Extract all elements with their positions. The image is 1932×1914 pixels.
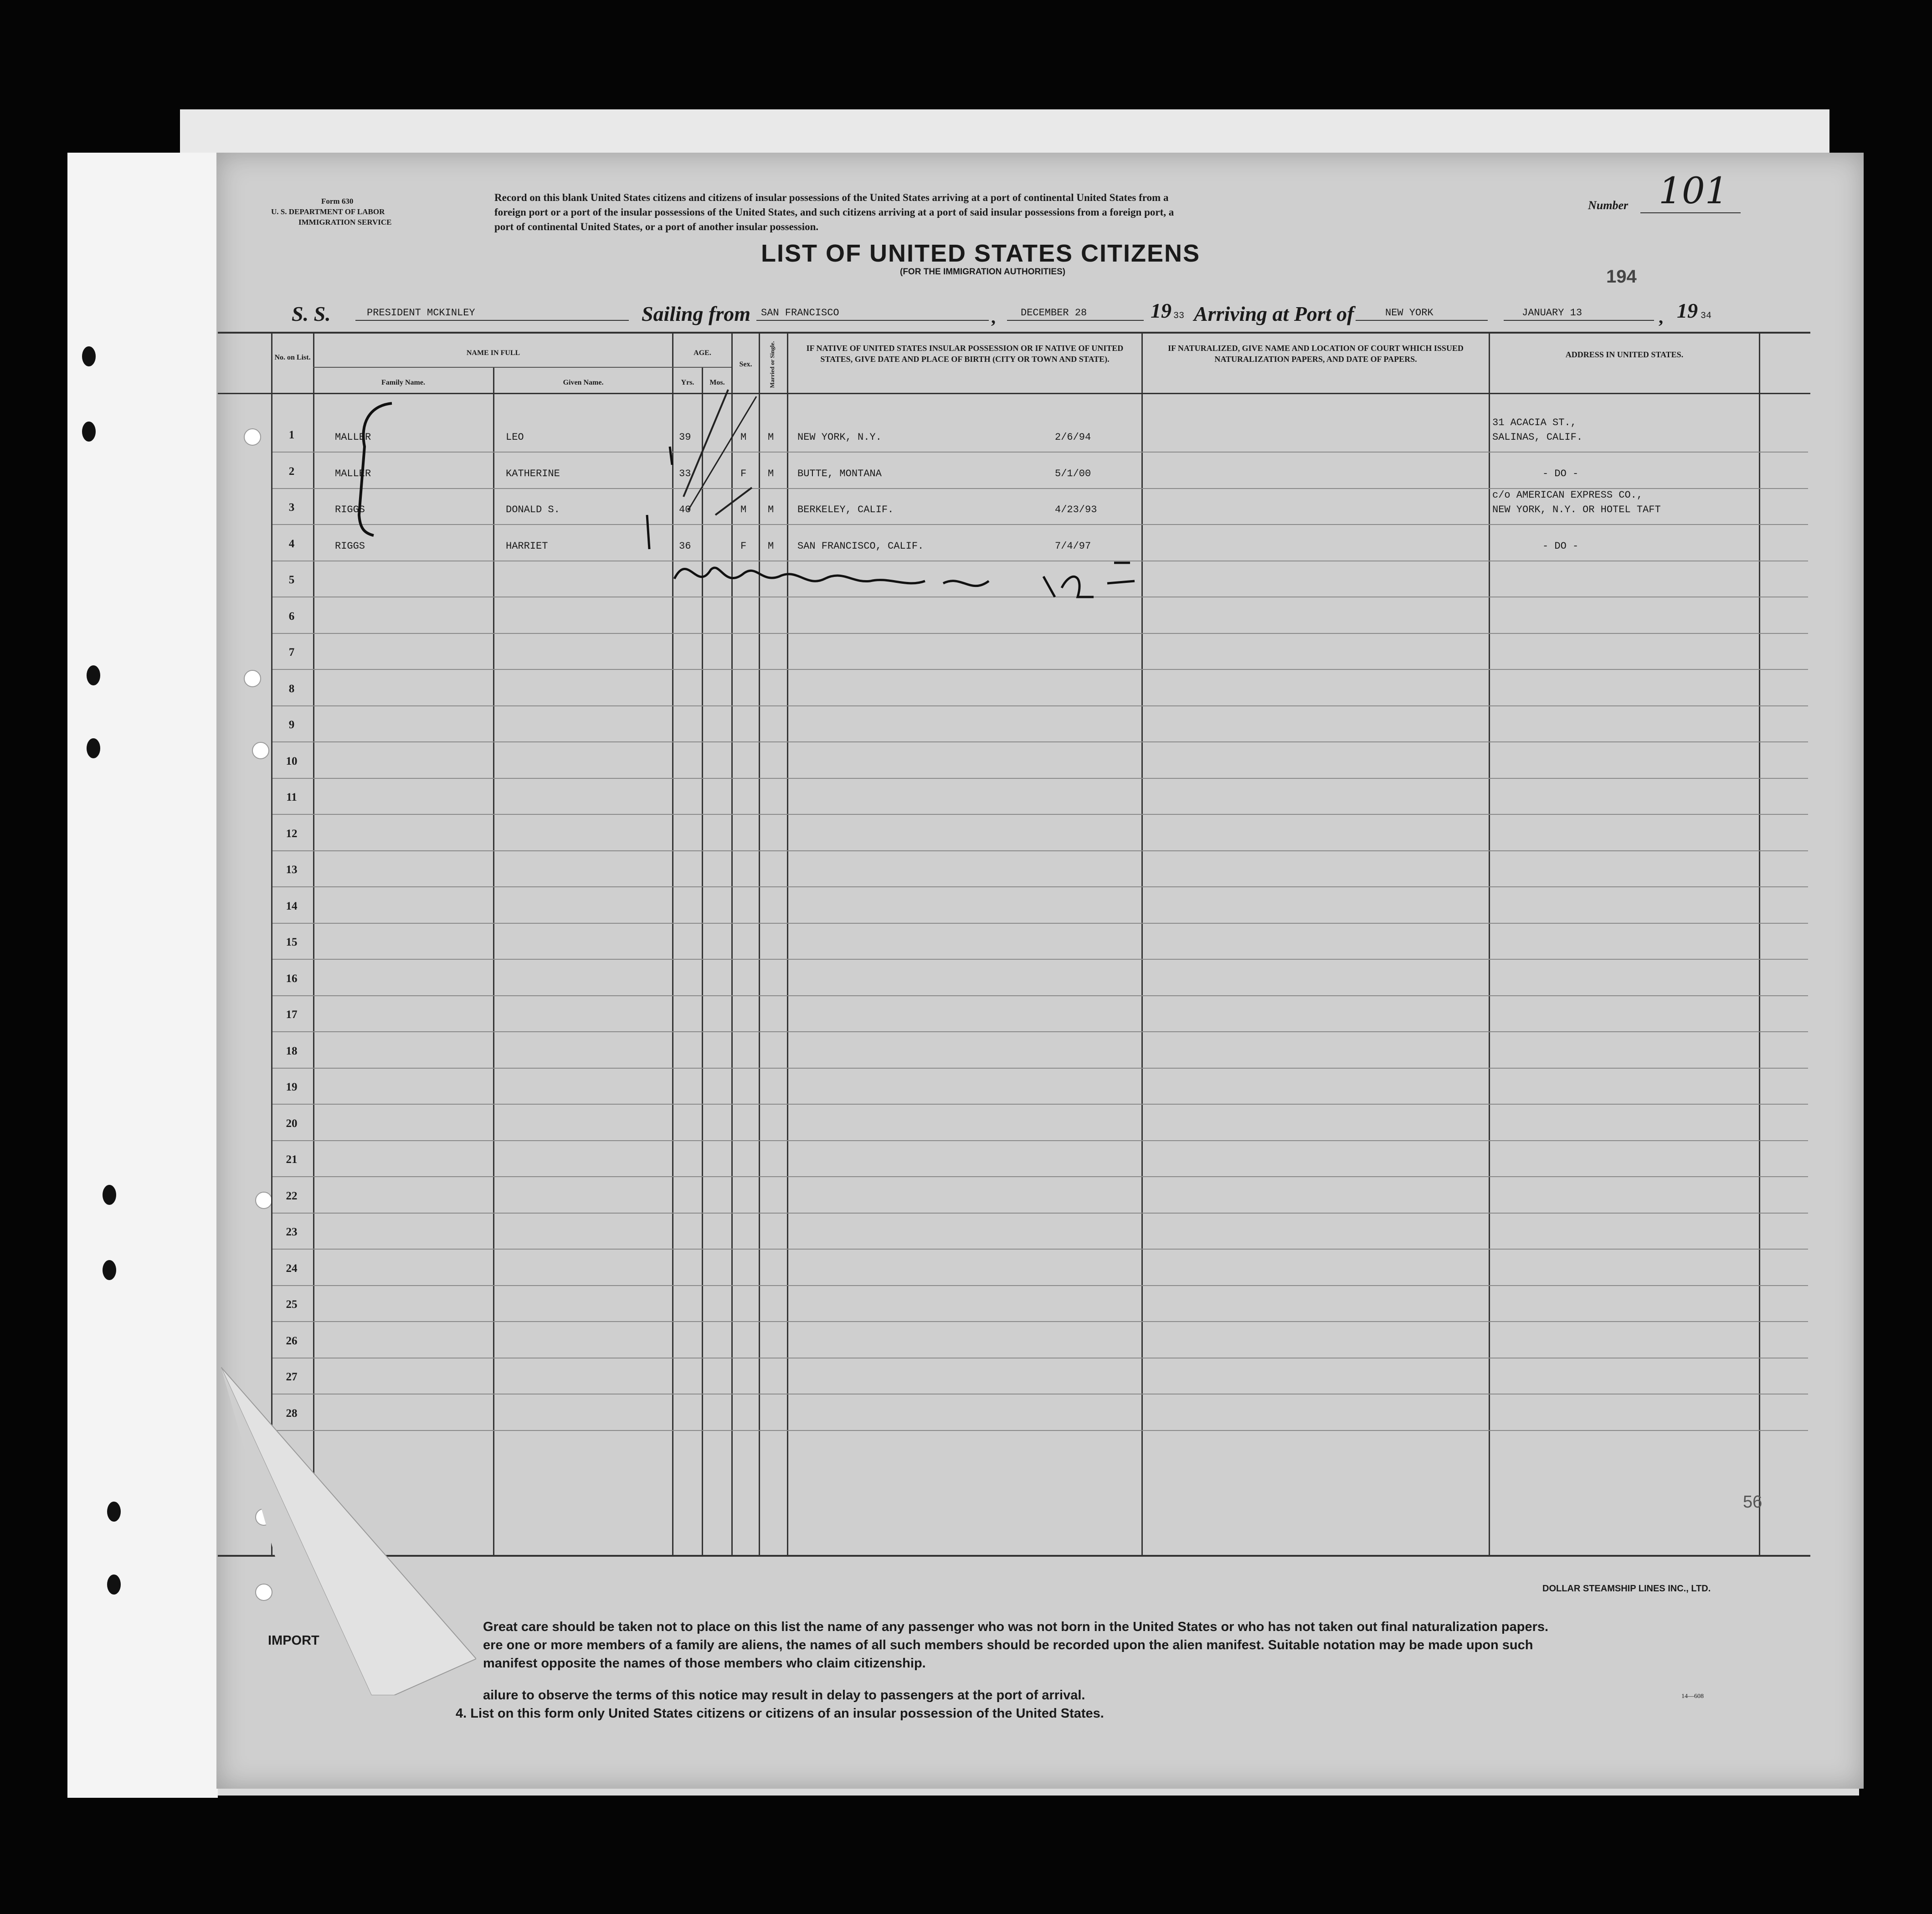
binding-hole bbox=[87, 665, 100, 685]
sailing-label: Sailing from bbox=[642, 302, 751, 325]
tally-stroke bbox=[715, 488, 752, 515]
form-title: LIST OF UNITED STATES CITIZENS bbox=[761, 240, 1200, 267]
row-rule bbox=[272, 1104, 1808, 1105]
arrival-date: JANUARY 13 bbox=[1522, 307, 1583, 319]
row-number: 9 bbox=[288, 719, 295, 731]
row-rule bbox=[272, 923, 1808, 924]
row-number: 17 bbox=[286, 1008, 298, 1021]
note-5: 4. List on this form only United States citizens or citizens of an insular possession of the United States. bbox=[456, 1706, 1104, 1721]
row-rule bbox=[272, 959, 1808, 960]
cell-family: MALLER bbox=[335, 468, 371, 479]
note-1: Great care should be taken not to place on this list the name of any passenger who was not born in the United States or who has not taken out final naturalization papers. bbox=[483, 1620, 1549, 1634]
cell-address: NEW YORK, N.Y. OR HOTEL TAFT bbox=[1492, 504, 1661, 515]
row-number: 10 bbox=[286, 755, 298, 767]
stamp-number: 194 bbox=[1606, 267, 1637, 287]
row-rule bbox=[272, 669, 1808, 670]
row-number: 8 bbox=[288, 682, 295, 695]
line-company: DOLLAR STEAMSHIP LINES INC., LTD. bbox=[1542, 1584, 1711, 1594]
header-birth: IF NATIVE OF UNITED STATES INSULAR POSSESSION OR IF NATIVE OF UNITED STATES, GIVE DATE AND PLACE OF BIRTH (CITY OR TOWN AND STATE). bbox=[806, 344, 1124, 364]
cell-family: MALLER bbox=[335, 432, 371, 443]
row-number: 23 bbox=[286, 1226, 298, 1238]
punch-hole bbox=[244, 670, 261, 687]
number-label: Number bbox=[1588, 199, 1629, 212]
row-rule bbox=[272, 741, 1808, 742]
row-rule bbox=[272, 778, 1808, 779]
cell-sex: F bbox=[740, 540, 747, 552]
cell-sex: M bbox=[740, 432, 747, 443]
row-number: 22 bbox=[286, 1189, 298, 1202]
row-number: 26 bbox=[286, 1334, 298, 1347]
header-address: ADDRESS IN UNITED STATES. bbox=[1565, 350, 1684, 359]
instruction-line-3: port of continental United States, or a port of another insular possession. bbox=[494, 221, 819, 232]
ship-name: PRESIDENT MCKINLEY bbox=[367, 307, 475, 319]
row-rule bbox=[272, 1068, 1808, 1069]
punch-hole bbox=[255, 1192, 272, 1209]
header-given-name: Given Name. bbox=[563, 379, 604, 386]
cell-place: SAN FRANCISCO, CALIF. bbox=[797, 540, 924, 552]
instruction-line-1: Record on this blank United States citizens and citizens of insular possessions of the United States arriving at a port of continental United States from a bbox=[494, 192, 1169, 203]
row-rule bbox=[272, 705, 1808, 706]
ss-label: S. S. bbox=[292, 302, 331, 325]
row-rule bbox=[272, 1140, 1808, 1141]
row-number: 24 bbox=[286, 1262, 298, 1275]
row-number: 5 bbox=[288, 574, 295, 586]
number-value: 101 bbox=[1659, 170, 1728, 212]
row-rule bbox=[272, 886, 1808, 887]
row-number: 3 bbox=[288, 501, 295, 514]
folded-paper-corner bbox=[221, 1367, 476, 1695]
cell-yrs: 33 bbox=[679, 468, 691, 479]
cell-date: 7/4/97 bbox=[1055, 540, 1091, 552]
row-rule bbox=[272, 1321, 1808, 1322]
cell-address: SALINAS, CALIF. bbox=[1492, 432, 1583, 443]
row-number: 15 bbox=[286, 936, 298, 948]
printer-code: 14—608 bbox=[1681, 1693, 1704, 1700]
binding-strip bbox=[67, 153, 218, 1798]
binding-hole bbox=[107, 1502, 121, 1522]
header-married-single: Married or Single. bbox=[769, 341, 776, 388]
row-rule bbox=[272, 1249, 1808, 1250]
row-number: 19 bbox=[286, 1081, 298, 1093]
handwritten-marks bbox=[214, 150, 1627, 652]
row-number: 12 bbox=[286, 827, 298, 840]
row-rule bbox=[272, 995, 1808, 996]
header-family-name: Family Name. bbox=[381, 379, 425, 386]
page-mark: 56 bbox=[1743, 1492, 1762, 1512]
tally-bracket bbox=[359, 403, 392, 535]
note-2: ere one or more members of a family are aliens, the names of all such members should be recorded upon the alien manifest. Suitable notation may be made upon such bbox=[483, 1638, 1533, 1652]
binding-hole bbox=[82, 422, 96, 442]
header-sex: Sex. bbox=[739, 360, 752, 368]
row-number: 20 bbox=[286, 1117, 298, 1130]
cell-date: 5/1/00 bbox=[1055, 468, 1091, 479]
cell-address: 31 ACACIA ST., bbox=[1492, 417, 1577, 428]
inspector-signature bbox=[674, 563, 1135, 597]
row-number: 1 bbox=[288, 429, 295, 441]
header-name-in-full: NAME IN FULL bbox=[466, 349, 520, 357]
sailing-port: SAN FRANCISCO bbox=[761, 307, 839, 319]
tally-stroke bbox=[688, 396, 756, 510]
header-age: AGE. bbox=[694, 349, 711, 357]
cell-date: 2/6/94 bbox=[1055, 432, 1091, 443]
tally-stroke bbox=[670, 447, 672, 465]
departure-year-prefix: 19 bbox=[1151, 299, 1172, 322]
row-rule bbox=[272, 1285, 1808, 1286]
form-number: Form 630 bbox=[321, 197, 354, 206]
cell-given: DONALD S. bbox=[506, 504, 560, 515]
row-number: 18 bbox=[286, 1044, 298, 1057]
row-number: 6 bbox=[288, 610, 295, 623]
cell-sex: F bbox=[740, 468, 747, 479]
cell-ms: M bbox=[768, 540, 774, 552]
row-number: 28 bbox=[286, 1407, 298, 1420]
cell-ms: M bbox=[768, 468, 774, 479]
header-no-on-list: No. on List. bbox=[274, 354, 311, 361]
cell-given: KATHERINE bbox=[506, 468, 560, 479]
header-yrs: Yrs. bbox=[681, 379, 694, 386]
departure-date: DECEMBER 28 bbox=[1021, 307, 1087, 319]
binding-hole bbox=[87, 738, 100, 758]
number-line bbox=[1640, 212, 1741, 213]
arriving-label: Arriving at Port of bbox=[1194, 302, 1354, 325]
cell-address: c/o AMERICAN EXPRESS CO., bbox=[1492, 489, 1643, 501]
binding-hole bbox=[82, 346, 96, 366]
cell-family: RIGGS bbox=[335, 540, 365, 552]
binding-hole bbox=[103, 1185, 116, 1205]
tally-stroke bbox=[647, 515, 649, 549]
cell-address: - DO - bbox=[1542, 540, 1579, 552]
cell-ms: M bbox=[768, 432, 774, 443]
comma: , bbox=[1659, 307, 1663, 327]
cell-place: NEW YORK, N.Y. bbox=[797, 432, 882, 443]
important-label: IMPORT bbox=[268, 1633, 319, 1648]
form-subtitle: (FOR THE IMMIGRATION AUTHORITIES) bbox=[900, 267, 1066, 277]
binding-hole bbox=[103, 1260, 116, 1280]
binding-hole bbox=[107, 1574, 121, 1595]
punch-hole bbox=[252, 742, 269, 759]
cell-yrs: 36 bbox=[679, 540, 691, 552]
row-number: 11 bbox=[286, 791, 297, 803]
cell-place: BERKELEY, CALIF. bbox=[797, 504, 894, 515]
cell-ms: M bbox=[768, 504, 774, 515]
comma: , bbox=[991, 307, 996, 327]
row-rule bbox=[272, 1213, 1808, 1214]
row-rule bbox=[272, 1430, 1808, 1431]
row-number: 13 bbox=[286, 864, 298, 876]
cell-yrs: 40 bbox=[679, 504, 691, 515]
arrival-year: 34 bbox=[1701, 311, 1712, 321]
cell-given: HARRIET bbox=[506, 540, 548, 552]
cell-sex: M bbox=[740, 504, 747, 515]
row-number: 2 bbox=[288, 465, 295, 478]
row-number: 14 bbox=[286, 900, 298, 912]
instruction-line-2: foreign port or a port of the insular possessions of the United States, and such citizens arriving at a port of said insular possessions from a foreign port, a bbox=[494, 206, 1174, 218]
arrival-port: NEW YORK bbox=[1385, 307, 1434, 319]
header-naturalized: IF NATURALIZED, GIVE NAME AND LOCATION OF COURT WHICH ISSUED NATURALIZATION PAPERS, AND DATE OF PAPERS. bbox=[1168, 344, 1464, 364]
row-number: 7 bbox=[288, 646, 295, 659]
cell-address: - DO - bbox=[1542, 468, 1579, 479]
departure-year: 33 bbox=[1173, 311, 1185, 321]
row-number: 21 bbox=[286, 1153, 298, 1166]
row-rule bbox=[272, 1031, 1808, 1032]
cell-place: BUTTE, MONTANA bbox=[797, 468, 882, 479]
header-mos: Mos. bbox=[709, 379, 725, 386]
row-number: 27 bbox=[286, 1371, 298, 1383]
row-number: 25 bbox=[286, 1298, 298, 1311]
row-rule bbox=[272, 1176, 1808, 1177]
cell-family: RIGGS bbox=[335, 504, 365, 515]
note-3: manifest opposite the names of those members who claim citizenship. bbox=[483, 1656, 926, 1671]
department-name: U. S. DEPARTMENT OF LABOR bbox=[271, 207, 385, 216]
row-number: 16 bbox=[286, 972, 298, 985]
arrival-year-prefix: 19 bbox=[1677, 299, 1698, 322]
note-4: ailure to observe the terms of this notice may result in delay to passengers at the port of arrival. bbox=[483, 1688, 1085, 1703]
cell-given: LEO bbox=[506, 432, 524, 443]
row-rule bbox=[272, 814, 1808, 815]
row-rule bbox=[272, 850, 1808, 851]
service-name: IMMIGRATION SERVICE bbox=[298, 218, 392, 226]
cell-yrs: 39 bbox=[679, 432, 691, 443]
row-number: 4 bbox=[288, 537, 295, 550]
col-rule bbox=[1759, 333, 1760, 1556]
cell-date: 4/23/93 bbox=[1055, 504, 1097, 515]
